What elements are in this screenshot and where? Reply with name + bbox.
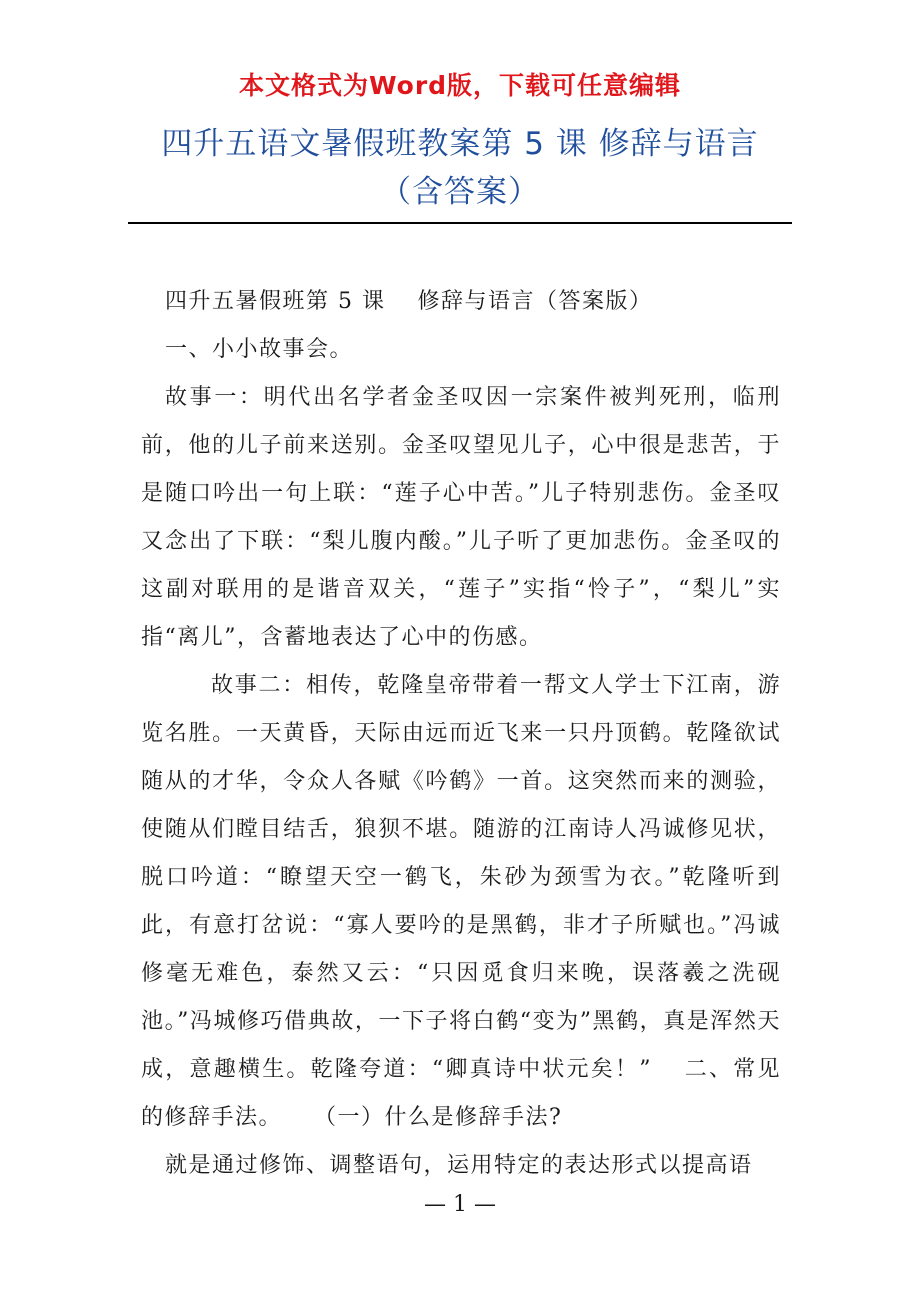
document-title [110,120,810,216]
lesson-heading-topic: 修辞与语言（答案版） [417,289,653,314]
document-body [141,278,781,1190]
page-number: — 1 — [424,1192,496,1217]
lesson-heading [141,278,781,326]
title-line-2: （含答案） [380,174,540,210]
title-line-1: 四升五语文暑假班教案第 5 课 修辞与语言 [161,126,759,162]
section-2-subheading: （一）什么是修辞手法? [314,1105,563,1130]
section-heading-1: 一、小小故事会。 [165,337,354,362]
section-heading-2: 二、常见的修辞手法。 [141,1057,781,1130]
definition-paragraph: 就是通过修饰、调整语句，运用特定的表达形式以提高语 [165,1153,753,1178]
story-two-paragraph [141,662,781,1142]
format-notice: 本文格式为Word版，下载可任意编辑 [238,71,682,100]
title-divider [128,222,792,224]
lesson-heading-number: 四升五暑假班第 5 课 [165,289,386,314]
story-one-paragraph: 故事一：明代出名学者金圣叹因一宗案件被判死刑，临刑前，他的儿子前来送别。金圣叹望见儿子，心中很是悲苦，于是随口吟出一句上联：“莲子心中苦。”儿子特别悲伤。金圣叹又念出了下联：“梨儿腹内酸。”儿子听了更加悲伤。金圣叹的这副对联用的是谐音双关，“莲子”实指“怜子”，“梨儿”实指“离儿”，含蓄地表达了心中的伤感。 [141,385,781,650]
story-two-text: 故事二：相传，乾隆皇帝带着一帮文人学士下江南，游览名胜。一天黄昏，天际由远而近飞来一只丹顶鹤。乾隆欲试随从的才华，令众人各赋《吟鹤》一首。这突然而来的测验，使随从们瞠目结舌，狼狈不堪。随游的江南诗人冯诚修见状，脱口吟道：“瞭望天空一鹤飞，朱砂为颈雪为衣。”乾隆听到此，有意打岔说：“寡人要吟的是黑鹤，非才子所赋也。”冯诚修毫无难色，泰然又云：“只因觅食归来晚，误落羲之洗砚池。”冯城修巧借典故，一下子将白鹤“变为”黑鹤，真是浑然天成，意趣横生。乾隆夸道：“卿真诗中状元矣！” [141,673,781,1082]
